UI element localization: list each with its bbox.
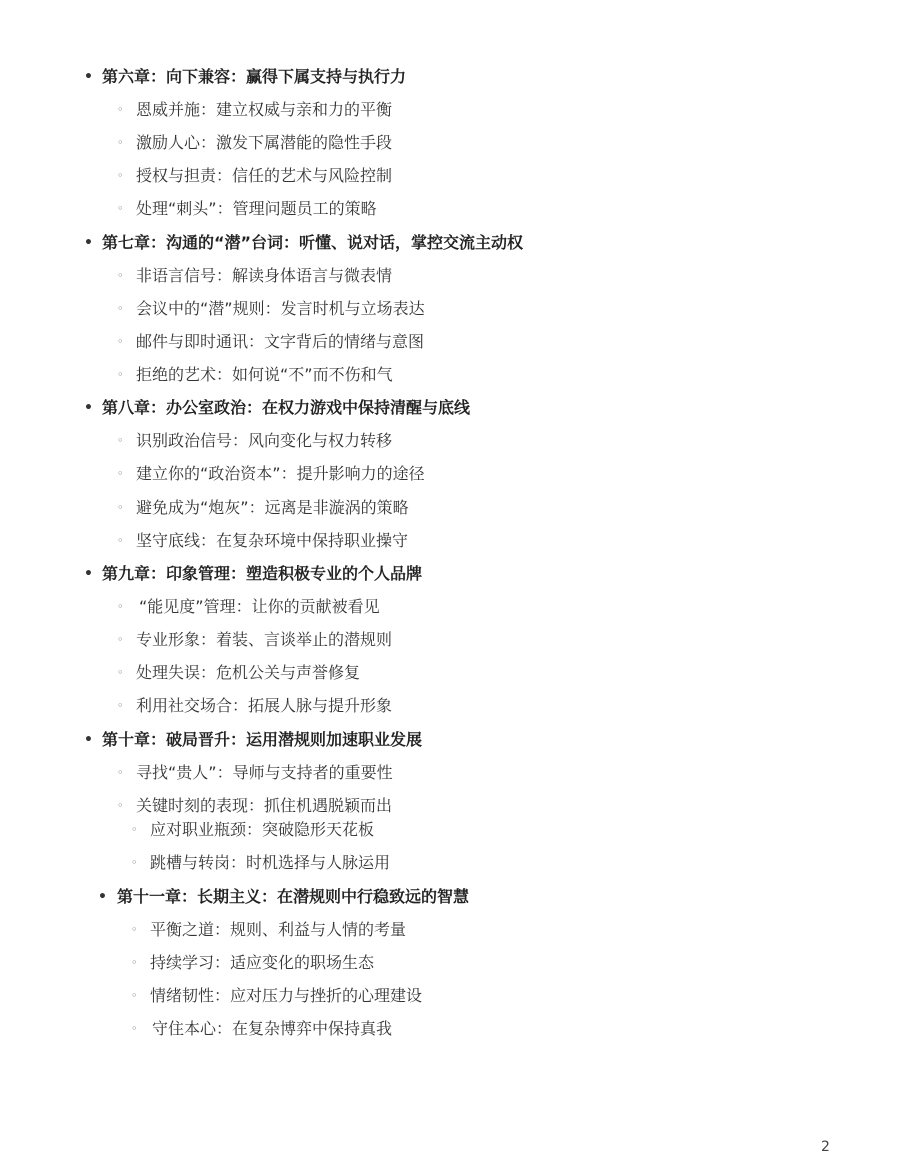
sub-bullet-icon: ◦ [117, 302, 124, 315]
sub-bullet-icon: ◦ [117, 434, 124, 447]
sub-bullet-icon: ◦ [131, 856, 138, 869]
sub-bullet-icon: ◦ [117, 136, 124, 149]
sub-bullet-icon: ◦ [117, 799, 124, 812]
sub-bullet-icon: ◦ [117, 766, 124, 779]
sub-bullet-icon: ◦ [117, 467, 124, 480]
chapter-8-title: 第八章：办公室政治：在权力游戏中保持清醒与底线 [102, 398, 471, 417]
sub-bullet-icon: ◦ [117, 699, 124, 712]
document-page: • 第六章：向下兼容：赢得下属支持与执行力 ◦ 恩威并施：建立权威与亲和力的平衡 ◦ 激励人心：激发下属潜能的隐性手段 ◦ 授权与担责：信任的艺术与风险控制 ◦ 处理“刺头”：管理问题员工的策略 • 第七章：沟通的“潜”台词：听懂、说对话，掌控交流主动权 ◦ 非语言信号：解读身体语言与微表情 ◦ 会议中的“潜”规则：发言时机与立场表达 ◦ 邮件与即时通讯：文字背后的情绪与意图 ◦ 拒绝的艺术：如何说“不”而不伤和气 • 第八章：办公室政治：在权力游戏中保持清醒与底线 ◦ 识别政治信号：风向变化与权力转移 ◦ 建立你的“政治资本”：提升影响力的途径 ◦ 避免成为“炮灰”：远离是非漩涡的策略 ◦ 坚守底线：在复杂环境中保持职业操守 • 第九章：印象管理：塑造积极专业的个人品牌 ◦ “能见度”管理：让你的贡献被看见 ◦ 专业形象：着装、言谈举止的潜规则 ◦ 处理失误：危机公关与声誉修复 ◦ 利用社交场合：拓展人脉与提升形象 • 第十章：破局晋升：运用潜规则加速职业发展 ◦ 寻找“贵人”：导师与支持者的重要性 ◦ 关键时刻的表现：抓住机遇脱颖而出 ◦ 应对职业瓶颈：突破隐形天花板 ◦ 跳槽与转岗：时机选择与人脉运用 • 第十一章：长期主义：在潜规则中行稳致远的智慧 ◦ 平衡之道：规则、利益与人情的考量 ◦ 持续学习：适应变化的职场生态 ◦ 情绪韧性：应对压力与挫折的心理建设 ◦ 守住本心：在复杂博弈中保持真我 2 [84, 67, 830, 1155]
sub-bullet-icon: ◦ [117, 600, 124, 613]
bullet-icon: • [98, 889, 107, 905]
bullet-icon: • [84, 732, 93, 748]
sub-bullet-icon: ◦ [117, 501, 124, 514]
sub-bullet-icon: ◦ [117, 103, 124, 116]
bullet-icon: • [84, 400, 93, 416]
page-number: 2 [821, 1139, 830, 1155]
chapter-10-title: 第十章：破局晋升：运用潜规则加速职业发展 [102, 730, 423, 749]
sub-bullet-icon: ◦ [117, 269, 124, 282]
bullet-icon: • [84, 566, 93, 582]
chapter-6-title: 第六章：向下兼容：赢得下属支持与执行力 [102, 67, 407, 86]
sub-bullet-icon: ◦ [117, 368, 124, 381]
sub-bullet-icon: ◦ [131, 823, 138, 836]
sub-bullet-icon: ◦ [117, 202, 124, 215]
bullet-icon: • [84, 69, 93, 85]
sub-bullet-icon: ◦ [117, 335, 124, 348]
sub-bullet-icon: ◦ [131, 956, 138, 969]
sub-bullet-icon: ◦ [117, 169, 124, 182]
sub-bullet-icon: ◦ [131, 989, 138, 1002]
chapter-9-title: 第九章：印象管理：塑造积极专业的个人品牌 [102, 564, 423, 583]
sub-bullet-icon: ◦ [131, 1022, 138, 1035]
chapter-11-title: 第十一章：长期主义：在潜规则中行稳致远的智慧 [117, 887, 470, 906]
sub-bullet-icon: ◦ [117, 666, 124, 679]
chapter-7-title: 第七章：沟通的“潜”台词：听懂、说对话，掌控交流主动权 [102, 233, 524, 252]
sub-bullet-icon: ◦ [117, 633, 124, 646]
sub-bullet-icon: ◦ [131, 923, 138, 936]
bullet-icon: • [84, 235, 93, 251]
sub-bullet-icon: ◦ [117, 534, 124, 547]
